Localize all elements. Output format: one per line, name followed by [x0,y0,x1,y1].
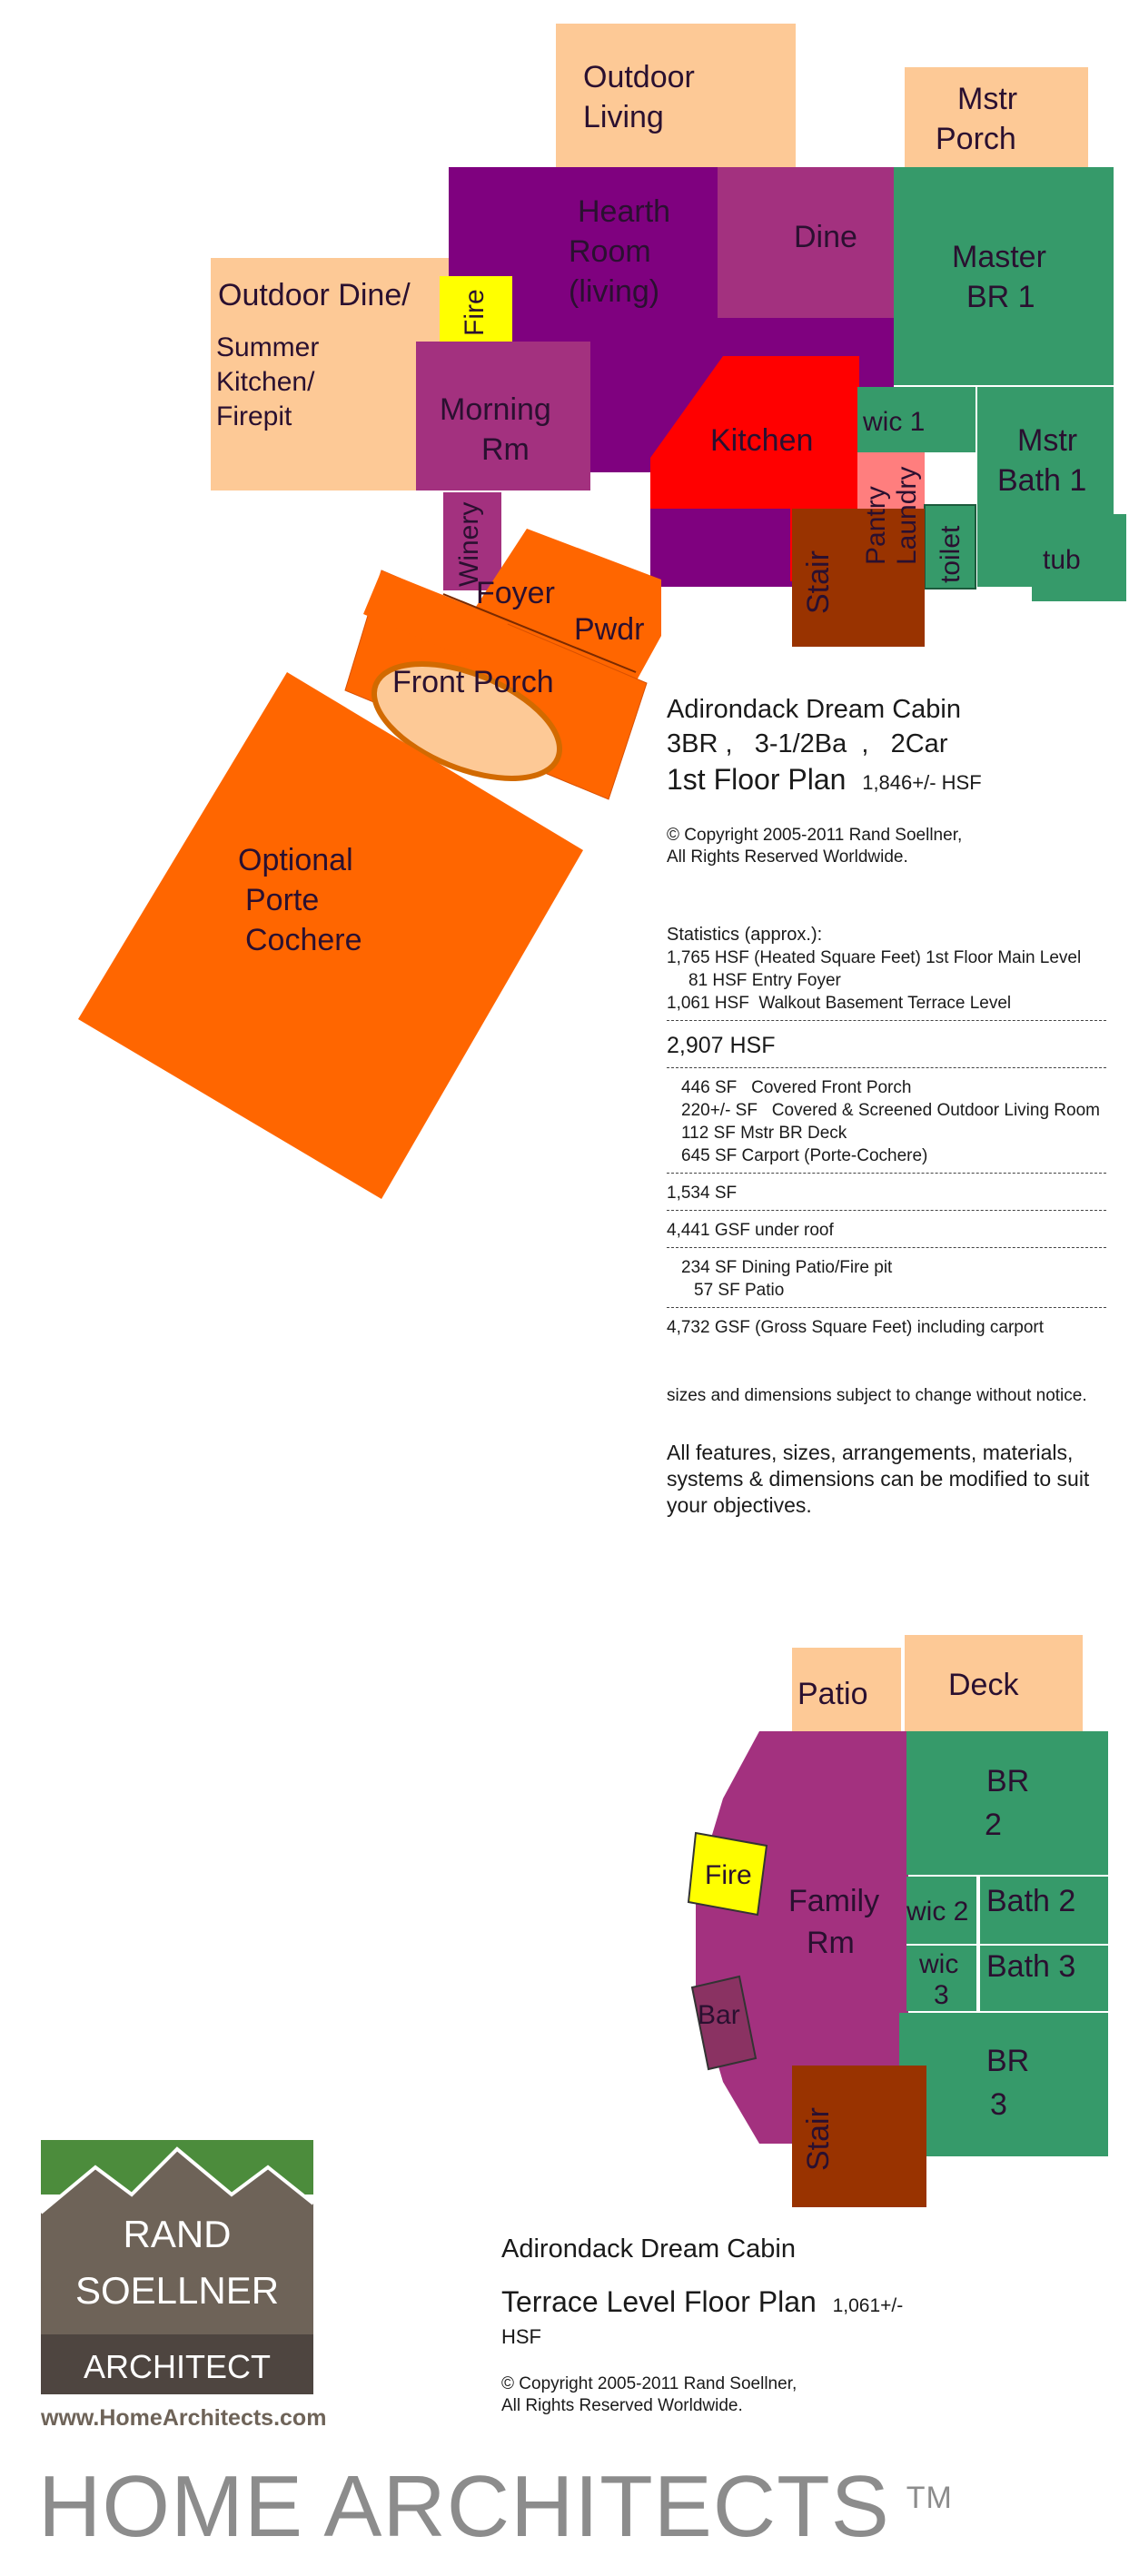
logo-line-2: SOELLNER [74,2269,280,2312]
stat-covered-3: 112 SF Mstr BR Deck [681,1124,847,1143]
label-pantry: Pantry [861,486,891,565]
label-foyer: Foyer [476,576,555,610]
label-front-porch: Front Porch [392,665,554,699]
label-porte-cochere: Optional Porte Cochere [238,843,362,957]
rand-soellner-logo [41,2140,313,2394]
label-stair2: Stair [801,2107,836,2171]
stat-gsf-total: 4,732 GSF (Gross Square Feet) including carport [667,1318,1045,1337]
terrace-level-plan [688,1635,1108,2207]
stat-heated-1: 1,765 HSF (Heated Square Feet) 1st Floor Main Level [667,948,1082,967]
label-fire: Fire [460,289,490,336]
label-fire2: Fire [705,1860,752,1890]
label-stair1: Stair [801,550,836,614]
divider [667,1020,1106,1021]
stats-heading: Statistics (approx.): [667,925,823,945]
note-features: All features, sizes, arrangements, materials, systems & dimensions can be modified to suit your objectives. [667,1441,1090,1517]
label-bath3: Bath 3 [986,1949,1076,1984]
stat-heated-2: 81 HSF Entry Foyer [688,971,841,990]
stat-gsf-roof: 4,441 GSF under roof [667,1221,834,1240]
terrace-plan-name [501,2284,974,2324]
terrace-title: Adirondack Dream Cabin [501,2234,796,2264]
divider [667,1247,1106,1248]
label-wic1: wic 1 [863,407,926,437]
room-br2 [906,1731,1108,1875]
first-floor-info [667,692,1121,1519]
plan-name: 1st Floor Plan [667,763,847,796]
label-tub: tub [1043,545,1081,575]
label-kitchen: Kitchen [710,423,814,458]
label-toilet: toilet [936,525,966,583]
label-patio: Patio [797,1677,868,1711]
label-hearth: Hearth Room (living) [569,194,671,309]
copyright-line-1: © Copyright 2005-2011 Rand Soellner, [667,826,963,845]
label-mstr-porch: Mstr Porch [936,82,1018,156]
label-wic2: wic 2 [906,1897,969,1927]
room-br3 [899,2013,1108,2156]
label-br2: BR 2 [985,1764,1030,1842]
label-winery: Winery [454,501,484,587]
label-outdoor-dine: Outdoor Dine/ [218,278,411,312]
stat-total-hsf: 2,907 HSF [667,1033,776,1058]
brand-tm: TM [906,2481,953,2515]
terrace-plan-label: Terrace Level Floor Plan [501,2285,817,2318]
room-master-br [894,167,1114,385]
copyright-line-2: All Rights Reserved Worldwide. [667,847,908,867]
label-master-br: Master BR 1 [952,240,1046,314]
terrace-copyright-2: All Rights Reserved Worldwide. [501,2396,743,2415]
stat-heated-3: 1,061 HSF Walkout Basement Terrace Level [667,994,1012,1013]
label-wic3: wic 3 [919,1949,959,2010]
logo-line-1: RAND [123,2213,232,2255]
room-outdoor-living [556,24,796,167]
note-sizes: sizes and dimensions subject to change without notice. [667,1386,1087,1405]
divider [667,1307,1106,1308]
terrace-plan-unit: HSF [501,2325,541,2348]
label-br3: BR 3 [986,2044,1030,2122]
label-summer-kitchen: Summer Kitchen/ Firepit [216,332,320,431]
plan-area: 1,846+/- HSF [862,771,982,794]
logo-line-3: ARCHITECT [84,2348,271,2385]
terrace-copyright-1: © Copyright 2005-2011 Rand Soellner, [501,2374,797,2393]
stat-covered-1: 446 SF Covered Front Porch [681,1078,912,1097]
divider [667,1210,1106,1211]
label-deck: Deck [948,1668,1019,1702]
stat-patio-1: 234 SF Dining Patio/Fire pit [681,1258,893,1277]
label-pwdr: Pwdr [574,612,645,647]
first-floor-subtitle: 3BR , 3-1/2Ba , 2Car [667,729,948,758]
stat-covered-total: 1,534 SF [667,1184,738,1203]
first-floor-title: Adirondack Dream Cabin [667,695,961,724]
label-mstr-bath: Mstr Bath 1 [997,423,1087,498]
terrace-info [501,2231,974,2417]
label-morning: Morning Rm [440,392,551,467]
first-floor-plan-name [667,761,1121,801]
label-outdoor-living: Outdoor Living [583,60,695,134]
brand-wordmark [38,2457,953,2557]
stat-covered-4: 645 SF Carport (Porte-Cochere) [681,1146,928,1165]
divider [667,1173,1106,1174]
divider [667,1067,1106,1068]
label-bath2: Bath 2 [986,1884,1076,1918]
label-laundry: Laundry [892,466,922,565]
label-bar: Bar [698,2000,740,2030]
logo-url[interactable]: www.HomeArchitects.com [41,2405,327,2431]
stat-patio-2: 57 SF Patio [694,1281,785,1300]
label-dine: Dine [794,220,857,254]
brand-text: HOME ARCHITECTS [38,2458,890,2555]
terrace-plan-area: 1,061+/- [832,2295,904,2316]
label-family: Family Rm [788,1884,880,1960]
stat-covered-2: 220+/- SF Covered & Screened Outdoor Living Room [681,1101,1100,1120]
